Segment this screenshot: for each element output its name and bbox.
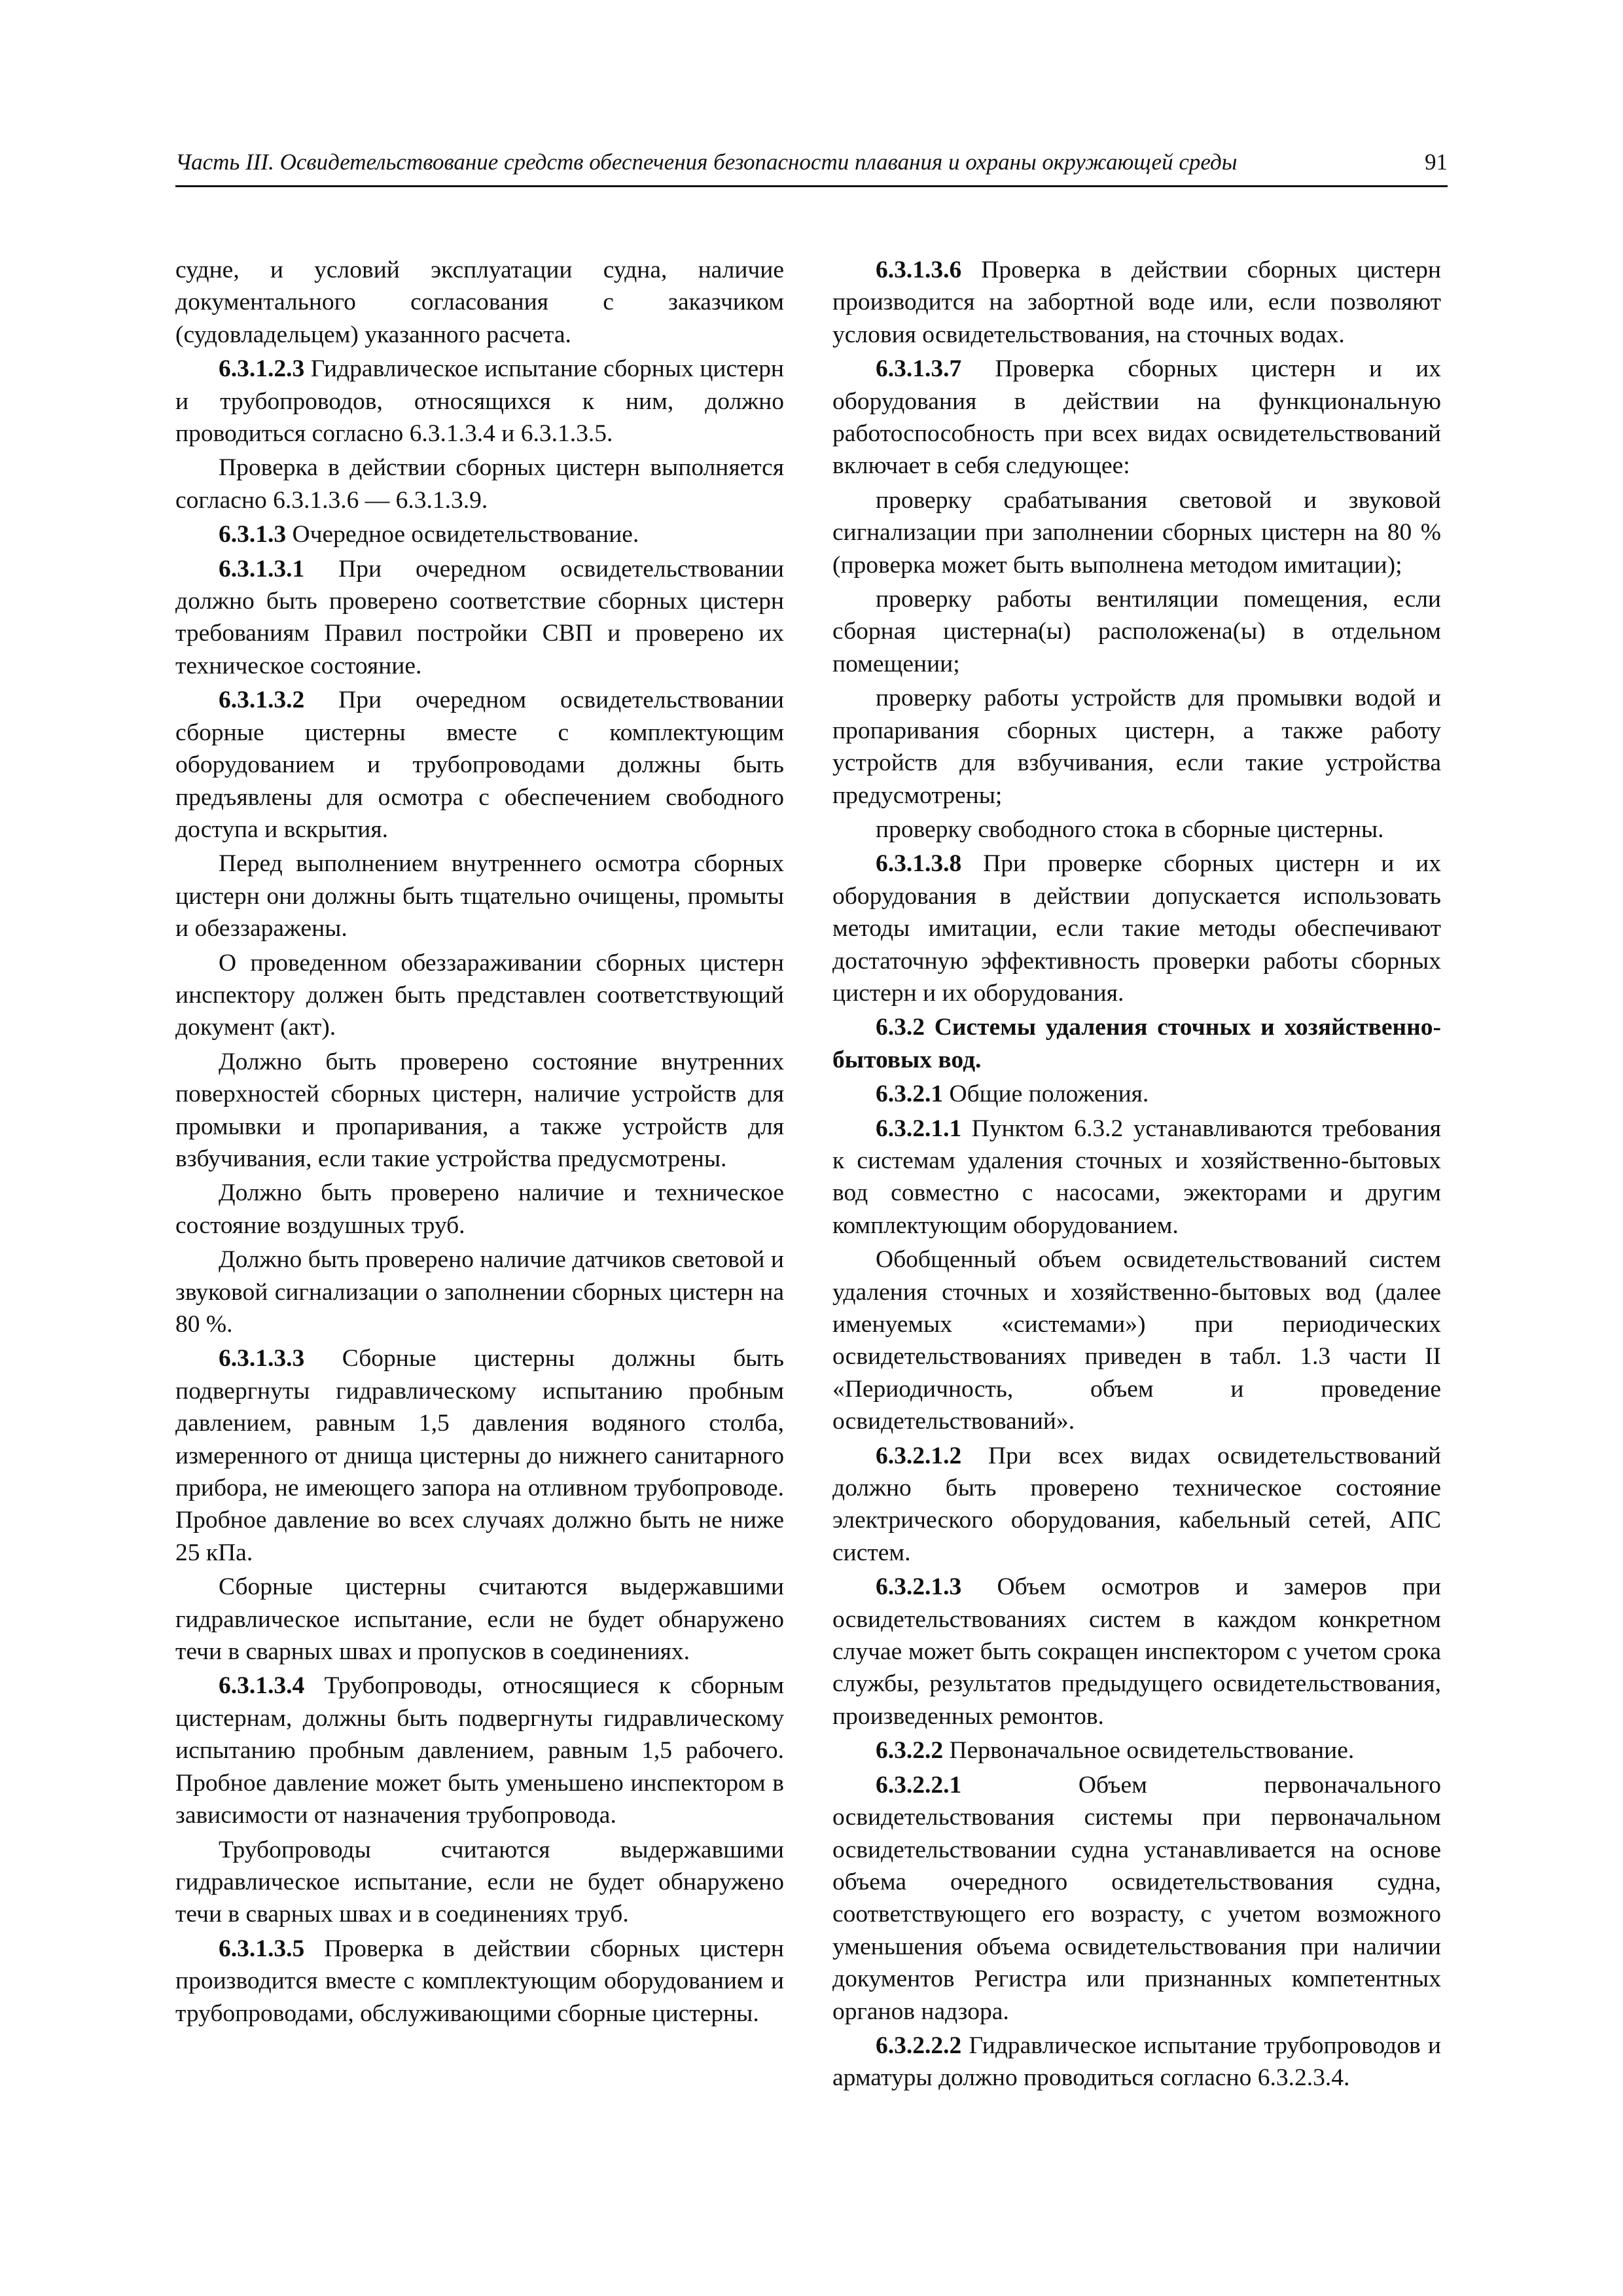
clause-number: 6.3.2.1 — [876, 1081, 944, 1108]
clause-paragraph — [175, 1342, 784, 1569]
paragraph: Сборные цистерны считаются выдержавшими гидравлическое испытание, если не будет обнаружено течи в сварных швах и пропусков в соединениях. — [175, 1573, 784, 1666]
clause-number: 6.3.1.3.7 — [876, 355, 962, 383]
clause-number: 6.3.1.3.5 — [219, 1935, 305, 1962]
paragraph: Должно быть проверено наличие датчиков световой и звуковой сигнализации о заполнении сборных цистерн на 80 %. — [175, 1246, 784, 1338]
clause-number: 6.3.1.3.3 — [219, 1345, 305, 1372]
clause-text: Проверка сборных цистерн и их оборудования в действии на функциональную работоспособность при всех видах освидетельствований включает в себя следующее: — [832, 355, 1441, 480]
clause-paragraph — [175, 518, 784, 550]
clause-paragraph — [832, 1113, 1441, 1242]
clause-paragraph — [175, 553, 784, 683]
clause-number: 6.3.1.3 — [219, 521, 287, 548]
right-column — [832, 254, 1441, 2152]
clause-text: При проверке сборных цистерн и их оборудования в действии допускается использовать методы имитации, если такие методы обеспечивают достаточную эффективность проверки работы сборных цистерн и их оборудования. — [832, 850, 1441, 1007]
running-header — [175, 143, 1448, 182]
paragraph: Обобщенный объем освидетельствований систем удаления сточных и хозяйственно-бытовых вод (далее именуемых «системами») при периодических освидетельствованиях приведен в табл. 1.3 части II «Периодичность, объем и проведение освидетельствований». — [832, 1246, 1441, 1435]
paragraph: Проверка в действии сборных цистерн выполняется согласно 6.3.1.3.6 — 6.3.1.3.9. — [175, 454, 784, 514]
clause-paragraph — [832, 1440, 1441, 1570]
paragraph: Трубопроводы считаются выдержавшими гидравлическое испытание, если не будет обнаружено течи в сварных швах и в соединениях труб. — [175, 1836, 784, 1928]
clause-text: Проверка в действии сборных цистерн производится вместе с комплектующим оборудованием и трубопроводами, обслуживающими сборные цистерны. — [175, 1935, 784, 2027]
clause-number: 6.3.1.3.4 — [219, 1672, 305, 1700]
clause-text: Проверка в действии сборных цистерн производится на забортной воде или, если позволяют условия освидетельствования, на сточных водах. — [832, 257, 1441, 348]
paragraph: Перед выполнением внутреннего осмотра сборных цистерн они должны быть тщательно очищены, промыты и обеззаражены. — [175, 850, 784, 942]
clause-number: 6.3.1.3.6 — [876, 257, 962, 283]
clause-paragraph — [175, 1670, 784, 1831]
clause-number: 6.3.2.1.1 — [876, 1115, 962, 1142]
clause-number: 6.3.2.2.2 — [876, 2032, 962, 2059]
clause-paragraph — [175, 684, 784, 846]
clause-number: 6.3.2.1.2 — [876, 1442, 962, 1469]
clause-number: 6.3.2.1.3 — [876, 1573, 962, 1601]
clause-paragraph — [832, 353, 1441, 482]
paragraph: судне, и условий эксплуатации судна, наличие документального согласования с заказчиком (судовладельцем) указанного расчета. — [175, 257, 784, 348]
paragraph: О проведенном обеззараживании сборных цистерн инспектору должен быть представлен соответствующий документ (акт). — [175, 949, 784, 1041]
clause-paragraph — [832, 848, 1441, 1009]
clause-text: При всех видах освидетельствований должно быть проверено техническое состояние электрического оборудования, кабельный сетей, АПС систем. — [832, 1442, 1441, 1566]
clause-text: Первоначальное освидетельствование. — [943, 1737, 1355, 1765]
clause-paragraph — [175, 353, 784, 450]
clause-paragraph — [832, 1078, 1441, 1110]
clause-paragraph — [832, 1734, 1441, 1767]
clause-paragraph — [832, 1769, 1441, 2028]
clause-number: 6.3.2.2.1 — [876, 1771, 962, 1799]
clause-paragraph — [832, 2030, 1441, 2094]
header-title: Часть III. Освидетельствование средств обеспечения безопасности плавания и охраны окружающей среды — [175, 149, 1238, 175]
clause-text: Гидравлическое испытание трубопроводов и арматуры должно проводиться согласно 6.3.2.3.4. — [832, 2032, 1441, 2092]
clause-text: Очередное освидетельствование. — [286, 521, 639, 548]
left-column — [175, 254, 784, 2152]
clause-text: Сборные цистерны должны быть подвергнуты гидравлическому испытанию пробным давлением, равным 1,5 давления водяного столба, измеренного от днища цистерны до нижнего санитарного прибора, не имеющего запора на отливном трубопроводе. Пробное давление во всех случаях должно быть не ниже 25 кПа. — [175, 1345, 784, 1566]
clause-number: 6.3.1.3.1 — [219, 555, 305, 583]
header-rule — [175, 185, 1448, 187]
clause-text: Объем осмотров и замеров при освидетельствованиях систем в каждом конкретном случае может быть сокращен инспектором с учетом срока службы, результатов предыдущего освидетельствования, произведенных ремонтов. — [832, 1573, 1441, 1730]
list-paragraph: проверку работы устройств для промывки водой и пропаривания сборных цистерн, а также работу устройств для взбучивания, если такие устройства предусмотрены; — [832, 685, 1441, 809]
clause-paragraph — [175, 1933, 784, 2030]
clause-number: 6.3.1.3.8 — [876, 850, 962, 878]
list-paragraph: проверку свободного стока в сборные цистерны. — [876, 816, 1384, 843]
clause-number: 6.3.2.2 — [876, 1737, 944, 1765]
clause-number: 6.3.1.3.2 — [219, 687, 305, 714]
list-paragraph: проверку работы вентиляции помещения, если сборная цистерна(ы) расположена(ы) в отдельном помещении; — [832, 586, 1441, 677]
paragraph: Должно быть проверено наличие и техническое состояние воздушных труб. — [175, 1179, 784, 1239]
list-paragraph: проверку срабатывания световой и звуковой сигнализации при заполнении сборных цистерн на 80 % (проверка может быть выполнена методом имитации); — [832, 486, 1441, 579]
section-heading: 6.3.2 Системы удаления сточных и хозяйственно-бытовых вод. — [832, 1014, 1441, 1073]
page-number: 91 — [1425, 149, 1448, 175]
clause-text: Гидравлическое испытание сборных цистерн и трубопроводов, относящихся к ним, должно проводиться согласно 6.3.1.3.4 и 6.3.1.3.5. — [175, 355, 784, 448]
clause-text: При очередном освидетельствовании должно быть проверено соответствие сборных цистерн требованиям Правил постройки СВП и проверено их техническое состояние. — [175, 555, 784, 679]
clause-text: При очередном освидетельствовании сборные цистерны вместе с комплектующим оборудованием и трубопроводами должны быть предъявлены для осмотра с обеспечением свободного доступа и вскрытия. — [175, 687, 784, 843]
clause-number: 6.3.1.2.3 — [219, 355, 305, 383]
clause-text: Объем первоначального освидетельствования системы при первоначальном освидетельствовании судна устанавливается на основе объема очередного освидетельствования судна, соответствующего его возрасту, с учетом возможного уменьшения объема освидетельствования при наличии документов Регистра или признанных компетентных органов надзора. — [832, 1771, 1441, 2025]
paragraph: Должно быть проверено состояние внутренних поверхностей сборных цистерн, наличие устройств для промывки и пропаривания, а также устройств для взбучивания, если такие устройства предусмотрены. — [175, 1048, 784, 1172]
clause-paragraph — [832, 1571, 1441, 1732]
clause-text: Общие положения. — [943, 1081, 1149, 1108]
clause-paragraph — [832, 254, 1441, 351]
clause-text: Пунктом 6.3.2 устанавливаются требования к системам удаления сточных и хозяйственно-бытовых вод совместно с насосами, эжекторами и другим комплектующим оборудованием. — [832, 1115, 1441, 1239]
clause-text: Трубопроводы, относящиеся к сборным цистернам, должны быть подвергнуты гидравлическому испытанию пробным давлением, равным 1,5 рабочего. Пробное давление может быть уменьшено инспектором в зависимости от назначения трубопровода. — [175, 1672, 784, 1829]
